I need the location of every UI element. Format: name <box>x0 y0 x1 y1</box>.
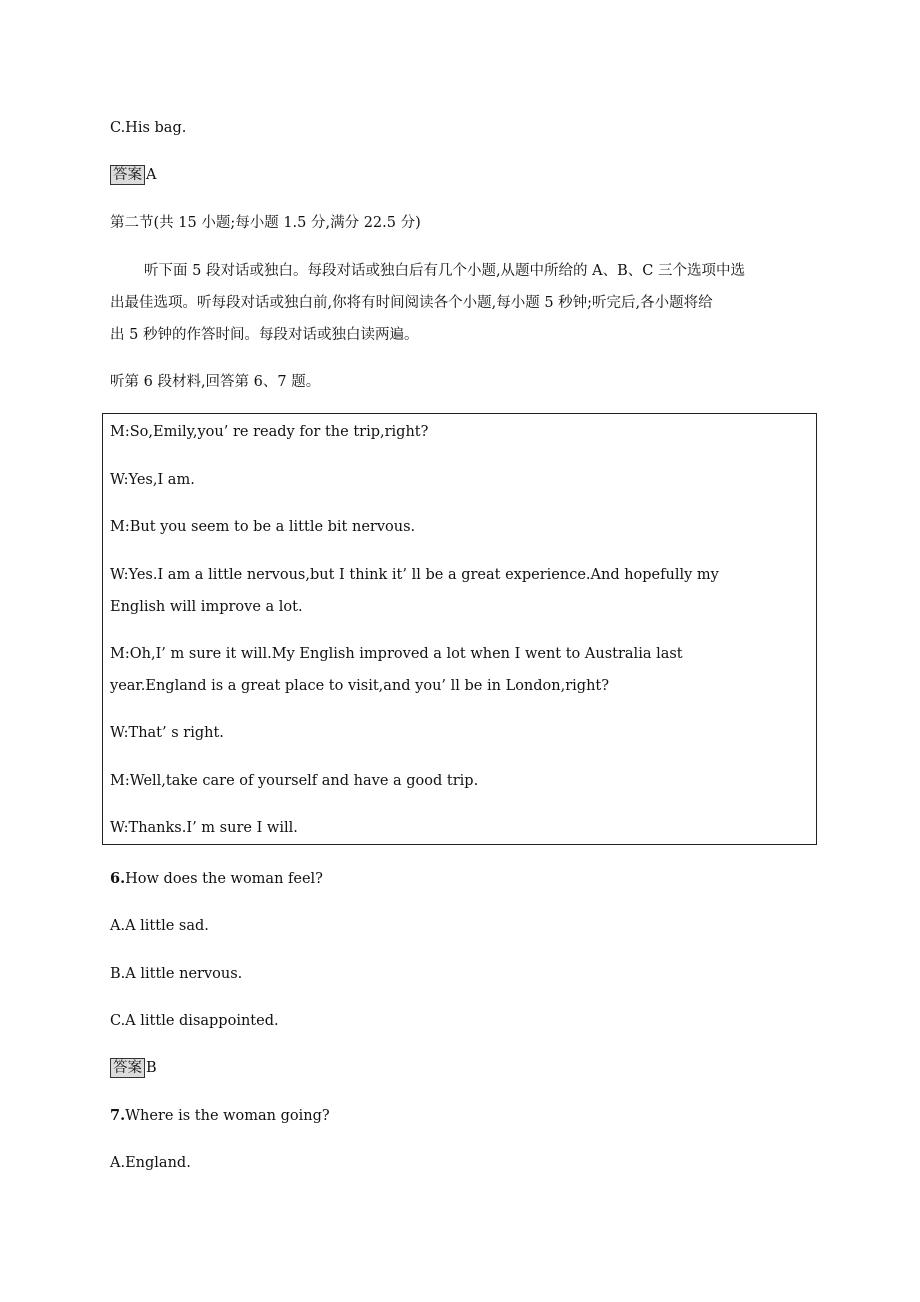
dialogue-line: English will improve a lot. <box>110 599 303 615</box>
question-6 <box>110 869 323 889</box>
dialogue-line: year.England is a great place to visit,and you’ ll be in London,right? <box>110 678 610 694</box>
question-7-text: Where is the woman going? <box>125 1108 330 1124</box>
answer-row-6 <box>110 1058 157 1078</box>
answer-tag: 答案 <box>110 1058 145 1078</box>
instruction-line-1: 听下面 5 段对话或独白。每段对话或独白后有几个小题,从题中所给的 A、B、C 三个选项中选 <box>144 263 745 279</box>
dialogue-line: W:That’ s right. <box>110 725 224 741</box>
question-7-option-a: A.England. <box>110 1155 191 1171</box>
question-7-number: 7. <box>110 1107 126 1124</box>
dialogue-line: W:Yes,I am. <box>110 472 195 488</box>
instruction-line-3: 出 5 秒钟的作答时间。每段对话或独白读两遍。 <box>110 327 419 343</box>
section-title: 第二节(共 15 小题;每小题 1.5 分,满分 22.5 分) <box>110 215 421 231</box>
answer-row-5 <box>110 165 156 185</box>
question-6-number: 6. <box>110 870 126 887</box>
question-6-option-c: C.A little disappointed. <box>110 1013 279 1029</box>
prev-option-c: C.His bag. <box>110 120 187 136</box>
answer-value: B <box>146 1060 157 1076</box>
question-6-option-a: A.A little sad. <box>110 918 209 934</box>
material-heading: 听第 6 段材料,回答第 6、7 题。 <box>110 374 321 390</box>
answer-value: A <box>146 167 157 183</box>
question-6-option-b: B.A little nervous. <box>110 966 243 982</box>
dialogue-line: M:So,Emily,you’ re ready for the trip,right? <box>110 424 429 440</box>
instruction-line-2: 出最佳选项。听每段对话或独白前,你将有时间阅读各个小题,每小题 5 秒钟;听完后,各小题将给 <box>110 295 713 311</box>
dialogue-line: M:Well,take care of yourself and have a good trip. <box>110 773 479 789</box>
dialogue-line: M:Oh,I’ m sure it will.My English improved a lot when I went to Australia last <box>110 646 683 662</box>
question-7 <box>110 1106 330 1126</box>
question-6-text: How does the woman feel? <box>125 871 323 887</box>
answer-tag: 答案 <box>110 165 145 185</box>
dialogue-line: W:Yes.I am a little nervous,but I think it’ ll be a great experience.And hopefully my <box>110 567 719 583</box>
dialogue-line: M:But you seem to be a little bit nervous. <box>110 519 416 535</box>
dialogue-line: W:Thanks.I’ m sure I will. <box>110 820 298 836</box>
